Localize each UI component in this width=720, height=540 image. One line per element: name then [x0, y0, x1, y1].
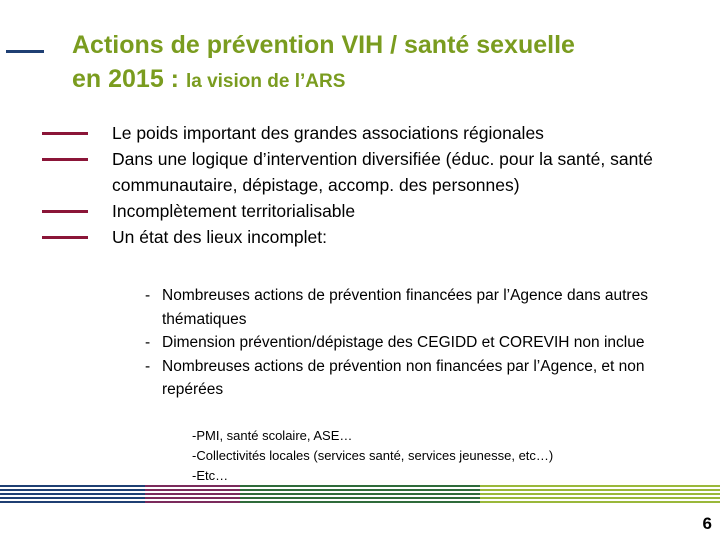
sub-bullet-item	[145, 331, 690, 355]
sub-bullet-list	[145, 284, 690, 402]
slide-title	[72, 28, 712, 100]
sub-sub-bullet-item: -Etc…	[192, 468, 229, 483]
footer-stripe	[0, 485, 720, 487]
sub-sub-bullet-list	[192, 426, 692, 486]
sub-bullet-item	[145, 355, 690, 402]
bullet-text: Un état des lieux incomplet:	[112, 227, 327, 247]
stripe-segment-plum	[145, 489, 240, 491]
stripe-segment-green	[240, 485, 480, 487]
stripe-segment-navy	[0, 497, 145, 499]
bullet-item	[40, 120, 670, 146]
stripe-segment-lime	[480, 497, 720, 499]
footer-stripes	[0, 485, 720, 509]
footer-stripe	[0, 497, 720, 499]
bullet-dash-icon	[42, 158, 88, 161]
sub-bullet-text: Nombreuses actions de prévention financées par l’Agence dans autres thématiques	[162, 287, 648, 328]
stripe-segment-lime	[480, 493, 720, 495]
stripe-segment-navy	[0, 501, 145, 503]
stripe-segment-green	[240, 497, 480, 499]
stripe-segment-navy	[0, 489, 145, 491]
bullet-text: Dans une logique d’intervention diversifiée (éduc. pour la santé, santé communautaire, dépistage, accomp. des personnes)	[112, 149, 653, 195]
title-line-2: en 2015 :	[72, 65, 186, 93]
dash-icon: -	[145, 357, 151, 375]
title-line-2-subtitle: la vision de l’ARS	[185, 71, 346, 92]
bullet-item	[40, 198, 670, 224]
sub-bullet-text: Dimension prévention/dépistage des CEGIDD et COREVIH non inclue	[162, 334, 645, 351]
bullet-item	[40, 224, 670, 250]
stripe-segment-lime	[480, 501, 720, 503]
stripe-segment-navy	[0, 485, 145, 487]
stripe-segment-green	[240, 501, 480, 503]
stripe-segment-green	[240, 489, 480, 491]
bullet-dash-icon	[42, 236, 88, 239]
stripe-segment-plum	[145, 493, 240, 495]
bullet-dash-icon	[42, 210, 88, 213]
stripe-segment-plum	[145, 497, 240, 499]
title-line-1: Actions de prévention VIH / santé sexuelle	[72, 31, 575, 59]
stripe-segment-plum	[145, 485, 240, 487]
stripe-segment-lime	[480, 489, 720, 491]
footer-stripe	[0, 493, 720, 495]
sub-sub-bullet-item: -Collectivités locales (services santé, services jeunesse, etc…)	[192, 448, 554, 463]
dash-icon: -	[145, 334, 151, 351]
sub-sub-bullet-item: -PMI, santé scolaire, ASE…	[192, 428, 353, 443]
bullet-list	[40, 120, 670, 250]
bullet-item	[40, 146, 670, 198]
stripe-segment-green	[240, 493, 480, 495]
footer-stripe	[0, 489, 720, 491]
stripe-segment-plum	[145, 501, 240, 503]
sub-bullet-item	[145, 284, 690, 331]
bullet-dash-icon	[42, 132, 88, 135]
stripe-segment-lime	[480, 485, 720, 487]
dash-icon: -	[145, 287, 151, 304]
stripe-segment-navy	[0, 493, 145, 495]
bullet-text: Incomplètement territorialisable	[112, 201, 356, 221]
bullet-text: Le poids important des grandes associations régionales	[112, 123, 544, 143]
footer-stripe	[0, 501, 720, 503]
sub-bullet-text: Nombreuses actions de prévention non financées par l’Agence, et non repérées	[162, 357, 645, 398]
page-number: 6	[702, 514, 712, 533]
title-accent-line	[6, 50, 44, 53]
